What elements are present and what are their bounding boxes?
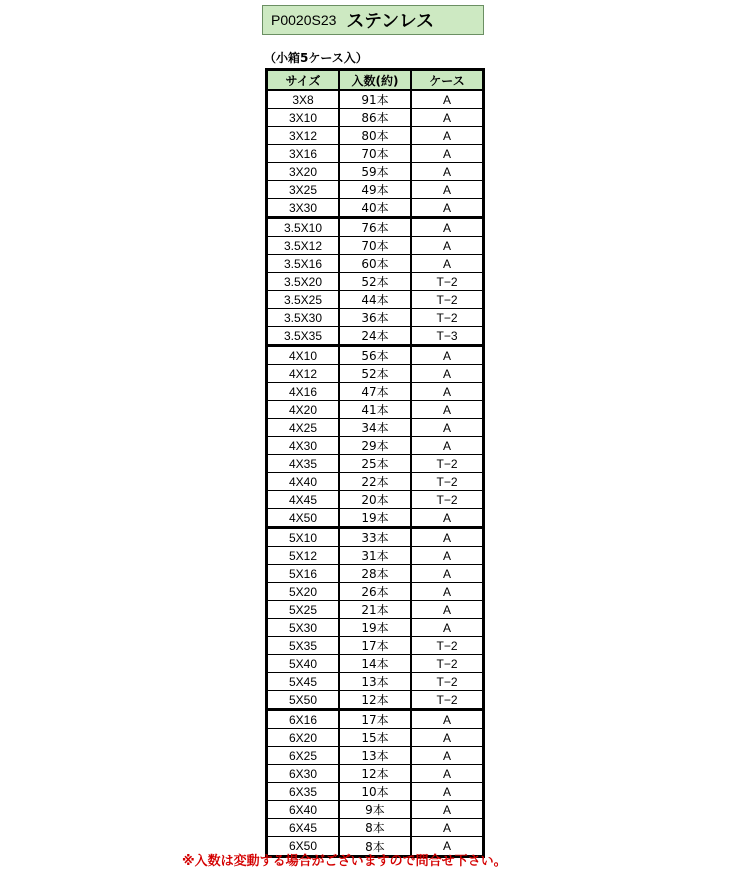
cell-quantity: 60本 bbox=[340, 255, 412, 272]
table-row bbox=[268, 273, 482, 291]
cell-size: 4X40 bbox=[268, 473, 340, 490]
cell-quantity: 52本 bbox=[340, 365, 412, 382]
table-row bbox=[268, 673, 482, 691]
cell-case: T−2 bbox=[436, 492, 458, 507]
cell-size: 3X30 bbox=[268, 199, 340, 216]
title-box bbox=[262, 5, 484, 35]
table-row bbox=[268, 419, 482, 437]
cell-quantity: 49本 bbox=[340, 181, 412, 198]
cell-quantity: 12本 bbox=[340, 765, 412, 782]
cell-quantity: 59本 bbox=[340, 163, 412, 180]
table-row bbox=[268, 529, 482, 547]
cell-size: 3.5X10 bbox=[268, 219, 340, 236]
table-row bbox=[268, 729, 482, 747]
cell-quantity: 8本 bbox=[340, 819, 412, 836]
table-row bbox=[268, 711, 482, 729]
cell-case: A bbox=[442, 366, 451, 381]
cell-size: 4X45 bbox=[268, 491, 340, 508]
cell-quantity: 19本 bbox=[340, 619, 412, 636]
cell-quantity: 15本 bbox=[340, 729, 412, 746]
cell-case: A bbox=[442, 602, 451, 617]
table-row bbox=[268, 199, 482, 219]
table-row bbox=[268, 219, 482, 237]
cell-case: A bbox=[442, 128, 451, 143]
cell-quantity: 33本 bbox=[340, 529, 412, 546]
cell-case: A bbox=[442, 530, 451, 545]
cell-size: 5X20 bbox=[268, 583, 340, 600]
cell-case: A bbox=[442, 766, 451, 781]
cell-size: 6X30 bbox=[268, 765, 340, 782]
cell-size: 5X25 bbox=[268, 601, 340, 618]
cell-case: A bbox=[442, 548, 451, 563]
table-row bbox=[268, 547, 482, 565]
cell-case: A bbox=[442, 839, 451, 853]
cell-quantity: 20本 bbox=[340, 491, 412, 508]
table-row bbox=[268, 601, 482, 619]
cell-size: 3X10 bbox=[268, 109, 340, 126]
cell-case: A bbox=[442, 748, 451, 763]
cell-quantity: 31本 bbox=[340, 547, 412, 564]
table-row bbox=[268, 145, 482, 163]
table-row bbox=[268, 401, 482, 419]
cell-size: 3X20 bbox=[268, 163, 340, 180]
cell-size: 4X30 bbox=[268, 437, 340, 454]
cell-quantity: 28本 bbox=[340, 565, 412, 582]
cell-case: A bbox=[442, 182, 451, 197]
cell-case: T−2 bbox=[436, 638, 458, 653]
cell-case: A bbox=[442, 510, 451, 525]
cell-case: T−2 bbox=[436, 656, 458, 671]
cell-case: A bbox=[442, 620, 451, 635]
footnote: ※入数は変動する場合がございますので問合せ下さい。 bbox=[182, 854, 507, 869]
cell-size: 5X50 bbox=[268, 691, 340, 708]
cell-size: 4X35 bbox=[268, 455, 340, 472]
cell-quantity: 25本 bbox=[340, 455, 412, 472]
table-row bbox=[268, 655, 482, 673]
table-row bbox=[268, 473, 482, 491]
table-row bbox=[268, 637, 482, 655]
cell-size: 3.5X35 bbox=[268, 327, 340, 344]
table-row bbox=[268, 583, 482, 601]
table-row bbox=[268, 783, 482, 801]
table-header bbox=[268, 71, 482, 91]
cell-quantity: 12本 bbox=[340, 691, 412, 708]
cell-size: 5X35 bbox=[268, 637, 340, 654]
cell-quantity: 56本 bbox=[340, 347, 412, 364]
cell-quantity: 13本 bbox=[340, 673, 412, 690]
cell-case: A bbox=[442, 438, 451, 453]
size-table bbox=[265, 68, 485, 858]
cell-quantity: 70本 bbox=[340, 237, 412, 254]
cell-size: 4X10 bbox=[268, 347, 340, 364]
product-material: ステンレス bbox=[346, 11, 435, 32]
header-quantity: 入数(約) bbox=[340, 71, 412, 89]
cell-quantity: 26本 bbox=[340, 583, 412, 600]
cell-size: 3.5X20 bbox=[268, 273, 340, 290]
cell-quantity: 19本 bbox=[340, 509, 412, 526]
header-case: ケース bbox=[429, 73, 465, 88]
cell-case: A bbox=[442, 92, 451, 107]
cell-quantity: 21本 bbox=[340, 601, 412, 618]
table-row bbox=[268, 765, 482, 783]
cell-quantity: 10本 bbox=[340, 783, 412, 800]
table-row bbox=[268, 327, 482, 347]
cell-quantity: 80本 bbox=[340, 127, 412, 144]
cell-quantity: 47本 bbox=[340, 383, 412, 400]
cell-quantity: 13本 bbox=[340, 747, 412, 764]
cell-quantity: 9本 bbox=[340, 801, 412, 818]
table-row bbox=[268, 309, 482, 327]
product-code: P0020S23 bbox=[271, 12, 337, 28]
cell-size: 4X20 bbox=[268, 401, 340, 418]
cell-size: 3.5X12 bbox=[268, 237, 340, 254]
cell-size: 6X25 bbox=[268, 747, 340, 764]
cell-size: 6X35 bbox=[268, 783, 340, 800]
table-row bbox=[268, 801, 482, 819]
cell-size: 5X30 bbox=[268, 619, 340, 636]
table-row bbox=[268, 565, 482, 583]
table-row bbox=[268, 383, 482, 401]
table-row bbox=[268, 109, 482, 127]
table-row bbox=[268, 91, 482, 109]
table-row bbox=[268, 491, 482, 509]
cell-quantity: 8本 bbox=[340, 837, 412, 855]
cell-size: 4X12 bbox=[268, 365, 340, 382]
table-row bbox=[268, 181, 482, 199]
cell-case: T−2 bbox=[436, 310, 458, 325]
table-row bbox=[268, 691, 482, 711]
table-row bbox=[268, 365, 482, 383]
cell-case: T−2 bbox=[436, 474, 458, 489]
cell-size: 5X12 bbox=[268, 547, 340, 564]
cell-size: 6X40 bbox=[268, 801, 340, 818]
table-row bbox=[268, 127, 482, 145]
cell-case: T−2 bbox=[436, 274, 458, 289]
cell-size: 3.5X16 bbox=[268, 255, 340, 272]
table-row bbox=[268, 163, 482, 181]
cell-size: 3.5X25 bbox=[268, 291, 340, 308]
cell-quantity: 22本 bbox=[340, 473, 412, 490]
cell-size: 5X16 bbox=[268, 565, 340, 582]
cell-case: A bbox=[442, 402, 451, 417]
cell-size: 3X16 bbox=[268, 145, 340, 162]
table-row bbox=[268, 437, 482, 455]
cell-case: A bbox=[442, 712, 451, 727]
cell-case: A bbox=[442, 200, 451, 215]
cell-case: A bbox=[442, 584, 451, 599]
table-row bbox=[268, 509, 482, 529]
cell-size: 4X16 bbox=[268, 383, 340, 400]
cell-case: A bbox=[442, 238, 451, 253]
cell-size: 6X50 bbox=[268, 837, 340, 855]
cell-case: A bbox=[442, 420, 451, 435]
cell-size: 4X50 bbox=[268, 509, 340, 526]
cell-case: A bbox=[442, 164, 451, 179]
cell-quantity: 52本 bbox=[340, 273, 412, 290]
cell-case: T−2 bbox=[436, 292, 458, 307]
cell-case: A bbox=[442, 220, 451, 235]
cell-case: T−2 bbox=[436, 692, 458, 707]
table-body bbox=[268, 91, 482, 855]
cell-case: A bbox=[442, 348, 451, 363]
cell-case: T−2 bbox=[436, 456, 458, 471]
cell-case: A bbox=[442, 256, 451, 271]
cell-case: A bbox=[442, 566, 451, 581]
cell-size: 5X40 bbox=[268, 655, 340, 672]
cell-size: 5X45 bbox=[268, 673, 340, 690]
table-row bbox=[268, 255, 482, 273]
cell-size: 6X16 bbox=[268, 711, 340, 728]
cell-size: 5X10 bbox=[268, 529, 340, 546]
cell-size: 6X45 bbox=[268, 819, 340, 836]
cell-case: A bbox=[442, 730, 451, 745]
cell-quantity: 24本 bbox=[340, 327, 412, 344]
cell-case: A bbox=[442, 784, 451, 799]
cell-size: 3X8 bbox=[268, 91, 340, 108]
cell-case: A bbox=[442, 820, 451, 835]
cell-case: A bbox=[442, 110, 451, 125]
cell-quantity: 17本 bbox=[340, 711, 412, 728]
cell-quantity: 41本 bbox=[340, 401, 412, 418]
table-row bbox=[268, 819, 482, 837]
cell-quantity: 29本 bbox=[340, 437, 412, 454]
cell-quantity: 36本 bbox=[340, 309, 412, 326]
cell-quantity: 17本 bbox=[340, 637, 412, 654]
cell-size: 3X25 bbox=[268, 181, 340, 198]
cell-case: T−2 bbox=[436, 674, 458, 689]
header-size: サイズ bbox=[268, 71, 340, 89]
table-row bbox=[268, 455, 482, 473]
table-row bbox=[268, 747, 482, 765]
cell-size: 3.5X30 bbox=[268, 309, 340, 326]
cell-quantity: 44本 bbox=[340, 291, 412, 308]
cell-quantity: 14本 bbox=[340, 655, 412, 672]
cell-quantity: 91本 bbox=[340, 91, 412, 108]
cell-case: A bbox=[442, 802, 451, 817]
cell-case: A bbox=[442, 146, 451, 161]
cell-size: 4X25 bbox=[268, 419, 340, 436]
table-row bbox=[268, 619, 482, 637]
cell-size: 3X12 bbox=[268, 127, 340, 144]
cell-quantity: 76本 bbox=[340, 219, 412, 236]
cell-quantity: 34本 bbox=[340, 419, 412, 436]
table-row bbox=[268, 291, 482, 309]
cell-case: T−3 bbox=[436, 328, 458, 343]
table-row bbox=[268, 237, 482, 255]
cell-case: A bbox=[442, 384, 451, 399]
packing-note: （小箱5ケース入） bbox=[264, 51, 368, 65]
cell-quantity: 70本 bbox=[340, 145, 412, 162]
cell-quantity: 40本 bbox=[340, 199, 412, 216]
cell-quantity: 86本 bbox=[340, 109, 412, 126]
cell-size: 6X20 bbox=[268, 729, 340, 746]
table-row bbox=[268, 347, 482, 365]
